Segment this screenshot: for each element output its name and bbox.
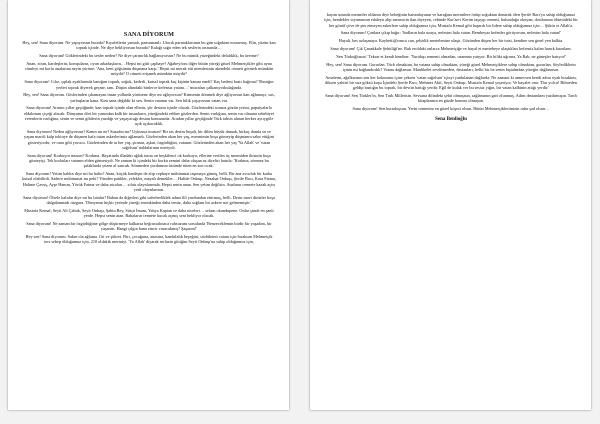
document-title: SANA DİYORUM [123, 31, 175, 38]
paragraph: Sana diyorum! Cılız, çıplak ayaklarında banığım toprak, soğuk, kederli, kutsal toprak kaç kişinin kanını emdi? Kaç bedeni bastı bağrına? 'Bastığın yerleri toprak diyerek geçme, tanı. Düşün altındaki binlerce kefensiz yatanı…' mısraları çalkanıyorkulağında. [24, 79, 274, 90]
right-page-body [324, 12, 578, 112]
paragraph: Anan, ziran, kardeşlerin, komşuların, oyun arkadaşların… Hepsi mi gitti çaphaye? Ağabeyforu diğer bütün yüreği gitsel Mehmetçikler gibi ayna cümleyi mi korlu analarına neyin yürüne: 'Ana, beni göğsünün düşmana karşı.' Hepsi mi merak etti memlesinin akendeki cümeti görmek mümkün müydü? O cümeti erişmek mümkün müydü? [24, 60, 274, 77]
paragraph: Hayali, kes uzlaşmaya. Kaybetti@omca can, şehirlik mertebesine ulaştı. Gözünden düşen her bir tutsi, kendine sen ginel yen balkta. [338, 38, 564, 44]
paragraph: kayan uzunda mermiler oldanın diye bebeğinin bartanlayanın ve karağına mermilere örtüp soğuktan donarak ölen Şerife Bacı'ya sahip olduğumuz için, hendekler toyunumun edaleyn alip mermicin ilan diyeyen, cebinde Kur'an-ı Kerim taşıyıp cenneti, bulunduğa okuyan, dostlarının ölümüdeki bir her gönüf çöve de pes etmeyen askerlere sahip olduğumuz için, Mustafa Kemal gibi başarılı bir lidere sahip olduğumuz için… Şükür et Allah'a. [324, 12, 578, 28]
paragraph: Sana diyorum! Sen Türkler'in, Sen Türk Milletisin. Sevsana dilindeki şehit olmuşsun, sağlamının gari olunmuş. Adını destandam yazdırmışın. Tarih kitaplarının en güzde konusu olmuşun. [325, 93, 577, 104]
paragraph: Sana diyorum! Arıntın yıllar geçtiğinde, kan toprak içinde olan ellerin, şiir destanı içinde olacak. Gözlerindeki sonsuz gözün yerini, papatyalarla eldalımını çiçeği alacak. Dünyanın dört bir yanından kalk bir insanların, yüreğindeki rehber gözlerden. Senin varlığına, senin var olmana sebebiyet verenlerin varlığına, senin ve senin gibilerin yazdığı ve yaşayacağı destan konusunda. Aradan yıllar geçtiğinde Türk tahsis alanın herkes ayrıygöle açık açıkacaklık. [24, 105, 274, 127]
document-page-right [310, 0, 591, 410]
paragraph: 'Sen Türkoğlusun.' Tekrar et kendi kendine. 'Yurtdaşı rementi olmadan, uzannna yatıyor. Bir hilikt uğruna. Ya Rab, ne güneşler batıyor!' [335, 53, 567, 59]
paragraph: Hey, sen! Sana diyorum. Ne yapıyorsun burada? Kıyafetlerin yamalı, pansumanlı. Utacık parmaklarımın bu gün soğuktan morarmış. Elin, yüzün kan toprak içinde. Ne diye bekliyorsun burada? Kalağı sağır eden tek seslerin ortasında… [22, 40, 276, 51]
paragraph: Sana diyorum! Çanlara çıkıp bağır: 'Sadların bala uzaya, nefesim hala vatan. Bembeyaz kefenler görüyorum, nefesim hala vatan!' [340, 30, 562, 36]
paragraph: Hey, sen! Sana diyorum. Gururlan. Türk olmaktan, bu vatana sahip olmaktan, yüreği güzel Mehmetçiklere sahip olmaktan, gururlan. Söylediklerin içinin mi bağlandırdık? Vatanı dağlamın. Manlıkelet sevdirmeden, destanları, belki bir lıe senin bıştalmdan yüreğin dağlanırsın. [326, 61, 576, 72]
paragraph: Sana diyorum! Neden ağlıyorsun? Kanın mı ne? Susadın mı? Uykusuz musun? Bir tas derim boşalt, bir dilim büyük damak, birkaç damla su ve yaşım marifi kalp toktuye de düşmen kafa tutan askerlerimiz ağlamadı. Gözlerinden akan her yaş, mermimin boşa gitmeyip düşmanın sabır ettiğini gösteriyordu; ve onar gibi yorucu. Gözlerinden de ar her yaş, şiranın, aşkın, özgürlüğün, vatanın. Gözlerinden akan her yaş 'Ya Allah' ve 'vatan sağolsun' naldalarının mertyolt. [23, 129, 275, 150]
paragraph: Sana diyorum! Ölsele kalıdın diye mi bu bitalın? Baban da diğerleri gibi saferberliklek adına illi yurdundan ettirmuş, belli. Derin mavi dinizler boşa dalgalanmadı rüzgara. 'Dünyanın hiçbir yerinde yüreği seninkinden daha temiz, daha soğlam bir askere not gelmemiştir.' [23, 194, 275, 205]
author-signature: Sena Benlioğlu [435, 116, 467, 122]
paragraph: Mustafa Kemal, Seyit Ali Çabuk, Seyit Onbaşı, Şahin Bey, Sütçü İmam, Yahya Kaptan ve daha niceleri… sefam okundupene. Onlar şimdi en şanlı yerde. Hepsi senin atan. Babaların cennete kucak açmış seni bekliyor olacak. [24, 207, 274, 218]
document-page-left [8, 0, 289, 410]
paragraph: Sana diyorum! Yetim kaldın diye mi bu halin? Anan, küçük kardeşin de alıp cephaye mühimmat taşımaya gitmiş, belli. Bir ana avucluk bir kadar kutsal olabilirdi. Sadece mühimmat mı peki? Yünden patikler, yelekler, mayalı demekler… Halide Onbaşı, Nezahat Onbaşı, Şerife Bacı, Kara Fatma, Halime Çavuş, Ayşe Hanım, Yörük Fatma ve daha nicaları… sıfatı olaynlarımda. Hepsi senin anan. Sen yetim değilsin. Anaların cennete kazak açtıs yetil olaynlarının. [22, 171, 276, 192]
paragraph: Sana diyorum! Çık Çanakkale Şehitliği'ne. Bak eroldaki onlarca Mehmetçiğe ve hayal et mertebeye ulaştıkları kefensiz kalan hanck kuzulam. [330, 46, 572, 52]
paragraph: Hey, sen! Sana diyorum. Göslerinden çıkamayan insan yollarda yürüsene diye mi ağlıyorsun? Kimsenin dönmek diye ağlıyorsun kan ağlamayı, sus, yarbaşların kana. Kim sana değildir ki sen. Senin vatanın var. Sen bilik yaşıyorsun vatan var. [23, 92, 275, 103]
paragraph: Anıalerin, ağalkarının sen ker kokusunu içine çeksen 'vatan sağolsun' içinyi yankılanan dağlarda. Ne zamani ki annevsen kendi adını oyak bıraktım, diksen yabirti bir sıra göksü kuşu İçindeki Şerife Bacı, Mehmet Akif, Seyit Onbaşı, Mustafa Kemal yeşeriyor. Ve hayalet ona: 'Dur yolcu! Bilmeden geldip bastığın bu toprak, bir devrin battığı yerdir. Eğil de kulak ver bu sessiz yığın, bir vatan kalbinin attığı yerdir.' [325, 74, 577, 91]
paragraph: Sana diyorum! Ne zaman bir özgürlüğüne gölge düşürmeye kalkarsa beğracsalınaca ruhsuzum sorsalında 'Benzeceklemin birdir bir yaşadım, bir yaşarım. Hangi çılgın bana zincir vuracakmış? Şaşarım!' [26, 220, 272, 232]
paragraph: Hey sen! Sana diyorum. Sakın ola ağlama. Git ve şükret. Biri, çocuğuna, anasına, kandalalık beşeğini, sözlükünü vatanı için bıraksan Mehmetçik ters sebep ölduğumuz için, 210 oldakik mermiyi. 'Ya Allah' diyarak serlazin gittiğim Seyit Onbaşı'na sahip olduğumuz için, [25, 233, 273, 245]
paragraph: Sana diyorum! Göklerindeki bu sesler neden? Ne diye çarınırlık bağlanıyorsun? Ne bu mimik yüzeğindeki delalıklık, bu üretme? [39, 53, 259, 59]
paragraph: Sana diyorum! Korkuyor musun? Korkma. Hayatında illadakı ağlak tutun on beşkilenci ok korkuyu, ellerine verilen üç mermiden ikisinin boşa gitmeyişi. Tek korkuları vatanın elden gitmesiydi. Ne zaman ki içindeki bir korku zemini daha oluşan az diceliri hatırla: 'Korkma, sönmez bu şafaklarda yüzen al sancak. Sönmeden yurdumun üstünde tüten en son ocak.' [27, 152, 271, 169]
left-page-body [22, 40, 276, 244]
paragraph: Sana diyorum! Sen kurtuluşsun. Yerin cennetim en güzel köşesi olsun. Bütün Mehmetçiklerimizin ruhu şad olsun… [352, 106, 550, 112]
